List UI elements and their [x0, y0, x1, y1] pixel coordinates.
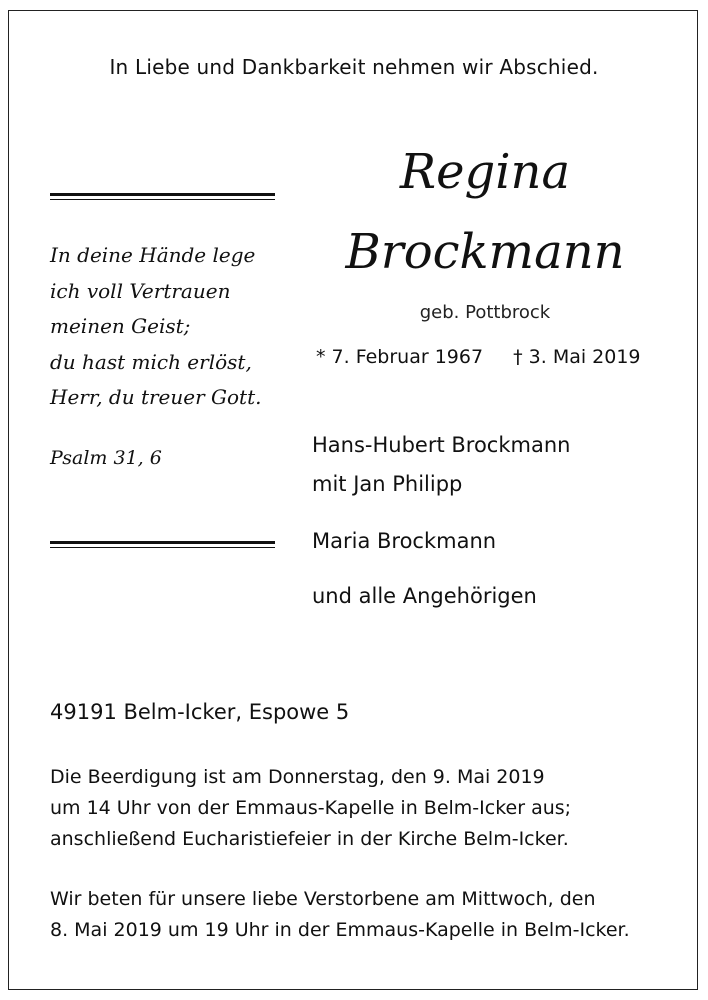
bible-verse — [50, 238, 261, 416]
mourner-name: und alle Angehörigen — [312, 584, 537, 608]
birth-date: * 7. Februar 1967 — [316, 346, 484, 368]
prayer-line: Wir beten für unsere liebe Verstorbene am Mittwoch, den — [50, 888, 596, 910]
deceased-last-name: Brockmann — [345, 224, 625, 280]
verse-source: Psalm 31, 6 — [50, 447, 162, 469]
funeral-line: anschließend Eucharistiefeier in der Kirche Belm-Icker. — [50, 828, 569, 850]
mourner-name: Hans-Hubert Brockmann — [312, 433, 571, 457]
funeral-line: Die Beerdigung ist am Donnerstag, den 9. Mai 2019 — [50, 766, 545, 788]
verse-line: meinen Geist; — [50, 314, 191, 338]
deceased-first-name: Regina — [399, 144, 571, 200]
notice-heading: In Liebe und Dankbarkeit nehmen wir Abschied. — [109, 55, 599, 79]
maiden-name: geb. Pottbrock — [419, 302, 551, 323]
verse-line: In deine Hände lege — [50, 243, 256, 267]
life-dates — [316, 346, 641, 368]
death-date: † 3. Mai 2019 — [513, 346, 641, 368]
funeral-info — [50, 762, 571, 855]
divider-top — [50, 193, 275, 200]
verse-line: Herr, du treuer Gott. — [50, 385, 262, 409]
verse-line: du hast mich erlöst, — [50, 349, 252, 374]
address: 49191 Belm-Icker, Espowe 5 — [50, 700, 350, 724]
funeral-line: um 14 Uhr von der Emmaus-Kapelle in Belm-Icker aus; — [50, 797, 572, 819]
prayer-line: 8. Mai 2019 um 19 Uhr in der Emmaus-Kapelle in Belm-Icker. — [50, 919, 630, 941]
prayer-info — [50, 884, 630, 946]
mourner-name: mit Jan Philipp — [312, 472, 463, 496]
divider-bottom — [50, 541, 275, 548]
verse-line: ich voll Vertrauen — [50, 278, 231, 303]
mourner-name: Maria Brockmann — [312, 529, 497, 553]
